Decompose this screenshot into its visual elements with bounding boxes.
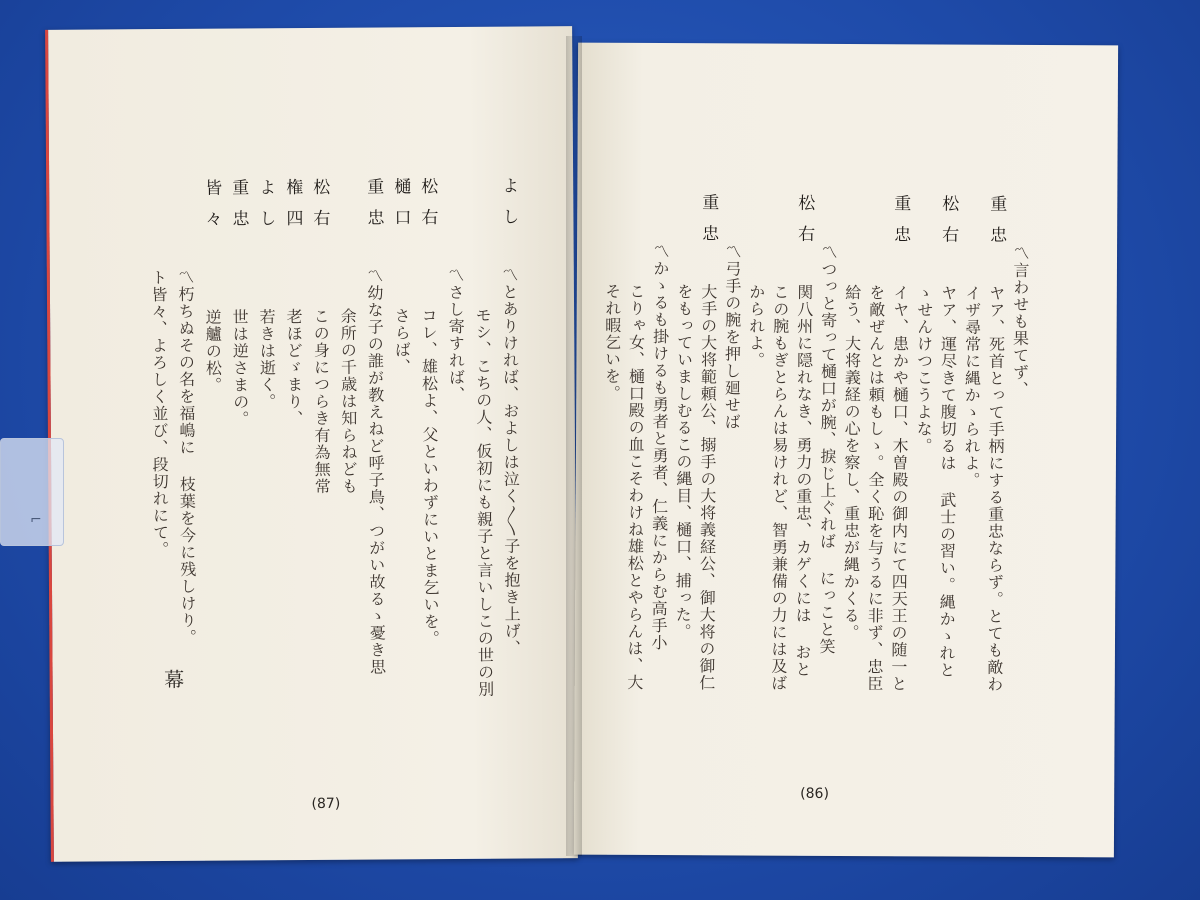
dialogue-line: ヤア、運尽きて腹切るは 武士の習い。縄かゝれとはこの樋口に生恥か <box>936 284 958 679</box>
dialogue-line: 〽つっと寄って樋口が腕、捩じ上ぐれば にっこと笑い。 <box>816 243 839 655</box>
speaker-label: 重忠 <box>228 178 249 241</box>
dialogue-line: ト皆々、よろしく並び、段切れにて。 <box>148 268 170 559</box>
speaker-label: 松右 <box>938 194 959 257</box>
speaker-label: 松右 <box>794 193 815 256</box>
dialogue-line: さらば、 <box>392 307 412 376</box>
dialogue-line: をもっていましむるこの縄目、樋口、捕った。 <box>673 283 694 641</box>
dialogue-line: 〽言わせも果てず、 <box>1010 244 1031 398</box>
dialogue-line: 〽弓手の腕を押し廻せば <box>722 243 743 431</box>
dialogue-line: この腕もぎとらんは易けれど、智勇兼備の力には及ばぬ〳〵。とも角も <box>768 283 790 692</box>
dialogue-line: かられよ。 <box>746 283 766 369</box>
dialogue-line: ヤア、死首とって手柄にする重忠ならず。とても敵わぬと覚悟あらば、 <box>984 284 1006 693</box>
plastic-clip <box>0 438 64 546</box>
dialogue-line: 給う、大将義経の心を察し、重忠が縄かくる。 <box>841 283 862 642</box>
dialogue-line: 〽かゝるも掛けるも勇者と勇者、仁義にからむ高手小手。 <box>648 242 671 652</box>
clip-mark-icon: ⌐ <box>30 512 42 528</box>
speaker-label: 松右 <box>309 177 330 241</box>
speaker-label: 重忠 <box>986 194 1007 257</box>
speaker-label: よし <box>255 178 276 241</box>
dialogue-line: を敵ぜんとは頼もしゝ。全く恥を与うるに非ず、忠臣武勇を惜しみ <box>864 284 886 693</box>
speaker-label: 樋口 <box>390 177 411 240</box>
dialogue-line: こりゃ女、樋口殿の血こそわけね雄松とやらんは、大切な子ではないか。 <box>624 282 646 691</box>
dialogue-line: ゝせんけつこうよな。 <box>913 284 934 455</box>
speaker-label: 重忠 <box>363 177 384 240</box>
speaker-label: よし <box>498 176 519 239</box>
dialogue-line: 大手の大将範頼公、搦手の大将義経公、御大将の御仁政、文武二つの力 <box>696 283 718 692</box>
left-page <box>45 26 578 862</box>
dialogue-line: 〽さし寄すれば、 <box>445 266 466 404</box>
speaker-label: 皆々 <box>201 178 222 241</box>
speaker-label: 重忠 <box>698 193 719 256</box>
dialogue-line: 〽幼な子の誰が教えねど呼子鳥、つがい故るゝ憂き思い。 <box>364 267 387 676</box>
dialogue-line: 〽とありければ、およしは泣く〳〵子を抱き上げ、 <box>499 266 522 657</box>
dialogue-line: 関八州に隠れなき、勇力の重忠、カゲくには おとらぬ樋口、とられし <box>792 283 814 678</box>
dialogue-line: 逆艫の松。 <box>203 308 223 394</box>
right-page <box>574 43 1118 858</box>
dialogue-line: モシ、こちの人、仮初にも親子と言いしこの世の別れ、よう顔見せて、 <box>473 306 495 698</box>
curtain-mark: 幕 <box>160 668 185 690</box>
dialogue-line: この身につらき有為無常 <box>311 307 332 495</box>
page-number-right: (86) <box>800 785 829 802</box>
book-gutter <box>566 36 582 856</box>
speaker-label: 重忠 <box>890 194 911 257</box>
dialogue-line: それ暇乞いを。 <box>602 282 622 402</box>
dialogue-line: 〽朽ちぬその名を福嶋に 枝葉を今に残しけり。 <box>175 268 198 646</box>
dialogue-line: コレ、雄松よ、父といわずにいとま乞いを。 <box>419 307 441 648</box>
dialogue-line: イヤ、患かや樋口、木曽殿の御内にて四天王の随一と呼ばれ、亡君の枕 <box>888 284 910 693</box>
page-number-left: (87) <box>311 795 341 813</box>
dialogue-line: イザ尋常に縄かゝられよ。 <box>961 284 982 489</box>
dialogue-line: 若きは逝く。 <box>257 308 277 411</box>
dialogue-line: 世は逆さまの。 <box>230 308 250 428</box>
dialogue-line: 老ほどゞまり、 <box>284 308 304 428</box>
dialogue-line: 余所の千歳は知らねども <box>338 307 359 495</box>
speaker-label: 松右 <box>417 177 438 240</box>
speaker-label: 権四 <box>282 178 303 241</box>
